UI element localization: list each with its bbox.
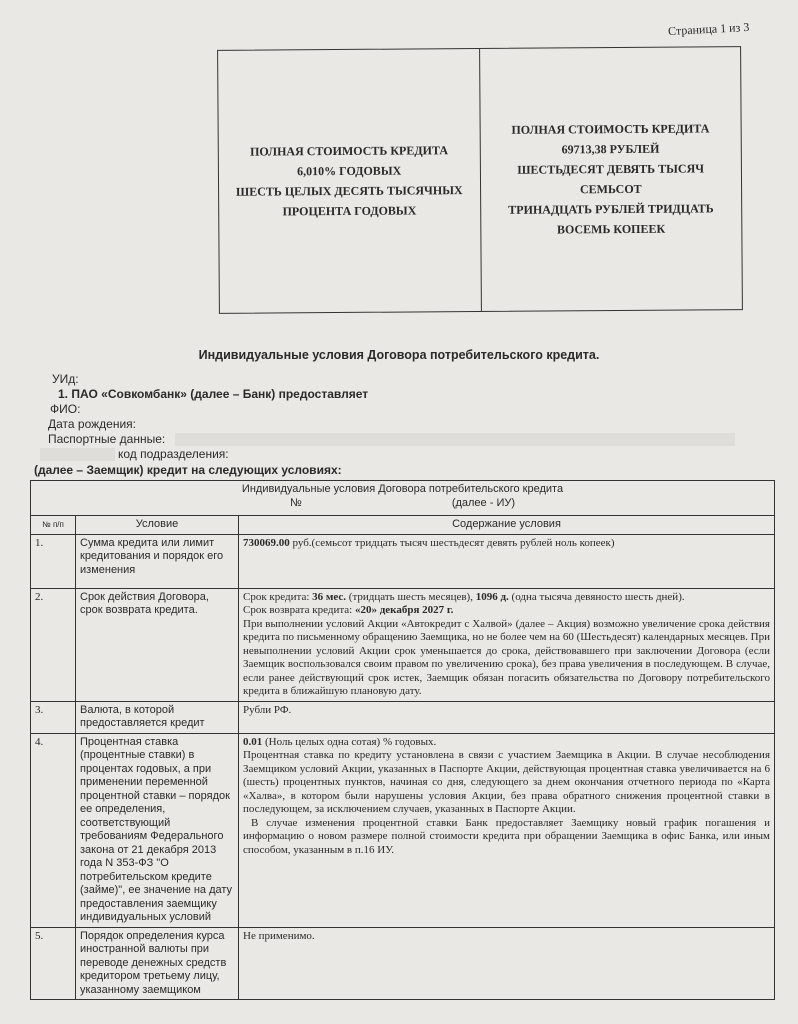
row-number: 3. [31, 701, 76, 733]
row-number: 2. [31, 588, 76, 701]
text: (одна тысяча девяносто шесть дней). [508, 590, 685, 603]
table-caption-row [31, 481, 775, 516]
table-caption: Индивидуальные условия Договора потребительского кредита [241, 483, 564, 495]
loan-amount-text: руб.(семьсот тридцать тысяч шестьдесят девять рублей ноль копеек) [289, 536, 615, 549]
row-number: 5. [31, 927, 76, 1000]
bank-line: 1. ПАО «Совкомбанк» (далее – Банк) предоставляет [58, 387, 369, 401]
contract-number-label: № [290, 496, 302, 509]
text: Срок возврата кредита: [243, 604, 355, 616]
table-row [31, 588, 775, 701]
abbreviation-label: (далее - ИУ) [451, 496, 515, 509]
row-content: Рубли РФ. [239, 701, 775, 733]
col-header-num: № п/п [31, 516, 76, 535]
loan-amount: 730069.00 [243, 536, 290, 549]
row-content: Не применимо. [239, 927, 775, 1000]
term-months: 36 мес. [312, 590, 347, 603]
text-line: 69713,38 РУБЛЕЙ [561, 141, 660, 157]
page-number: Страница 1 из 3 [667, 19, 750, 39]
table-row [31, 927, 775, 1000]
text-line: ТРИНАДЦАТЬ РУБЛЕЙ ТРИДЦАТЬ [508, 201, 714, 217]
row-content [239, 534, 775, 588]
row-content [239, 733, 775, 927]
credit-cost-percent [218, 49, 481, 313]
return-date: «20» декабря 2027 г. [354, 604, 454, 616]
col-header-condition: Условие [76, 516, 239, 535]
text-line: ПОЛНАЯ СТОИМОСТЬ КРЕДИТА [250, 143, 449, 159]
redacted-area [175, 433, 735, 446]
row-number: 4. [31, 733, 76, 927]
text-line: ШЕСТЬДЕСЯТ ДЕВЯТЬ ТЫСЯЧ СЕМЬСОТ [517, 161, 705, 197]
text-line: 6,010% ГОДОВЫХ [297, 163, 402, 179]
text: (Ноль целых одна сотая) % годовых. [262, 735, 437, 748]
interest-rate: 0.01 [243, 735, 263, 748]
rate-paragraph: Процентная ставка по кредиту установлена в связи с участием Заемщика в Акции. В случае несоблюдения Заемщиком условий Акции, указанных в Паспорте Акции, действующая процентная ставка увеличивается на 6 (шесть) процентных пунктов, начиная со дня, следующего за днем окончания отчетного периода по «Карта «Халва», в котором были нарушены условия Акции, без права обратного снижения процентной ставки в последующем, за исключением случаев, указанных в Паспорте Акции. [243, 749, 770, 815]
conditions-table [30, 480, 775, 1000]
promo-terms: При выполнении условий Акции «Автокредит с Халвой» (далее – Акция) возможно увеличение срока действия кредита по письменному обращению Заемщика, но не более чем на 60 (Шестьдесят) календарных месяцев. При невыполнении условий Акции срок уменьшается до срока, действовавшего при заключении Договора (если Заемщик воспользовался своим правом по увеличению срока), без права увеличения в последующем. В случае, если ранее действующий срок истек, Заемщик обязан погасить обязательства по Договору потребительского кредита в ближайшую плановую дату. [243, 617, 770, 697]
text-line: ШЕСТЬ ЦЕЛЫХ ДЕСЯТЬ ТЫСЯЧНЫХ [235, 183, 463, 199]
division-code-label: код подразделения: [118, 447, 229, 461]
text: Срок кредита: [243, 590, 313, 603]
text: (тридцать шесть месяцев), [346, 590, 476, 603]
row-condition: Сумма кредита или лимит кредитования и порядок его изменения [76, 534, 239, 588]
row-condition: Порядок определения курса иностранной валюты при переводе денежных средств кредитором третьему лицу, указанному заемщиком [76, 927, 239, 1000]
credit-cost-box [217, 46, 743, 314]
row-condition: Валюта, в которой предоставляется кредит [76, 701, 239, 733]
redacted-area [40, 448, 115, 461]
birth-date-label: Дата рождения: [48, 417, 136, 431]
uid-label: УИд: [52, 372, 79, 386]
text-line: ПРОЦЕНТА ГОДОВЫХ [282, 203, 417, 219]
row-condition: Процентная ставка (процентные ставки) в процентах годовых, а при применении переменной процентной ставки – порядок ее определения, соответствующий требованиям Федерального закона от 21 декабря 2013 года N 353-ФЗ "О потребительском кредите (займе)", ее значение на дату предоставления заемщику индивидуальных условий [76, 733, 239, 927]
table-header-row [31, 516, 775, 535]
borrower-line: (далее – Заемщик) кредит на следующих условиях: [34, 463, 342, 477]
text-line: ВОСЕМЬ КОПЕЕК [556, 221, 666, 237]
row-number: 1. [31, 534, 76, 588]
col-header-content: Содержание условия [239, 516, 775, 535]
table-row [31, 701, 775, 733]
term-days: 1096 д. [475, 590, 509, 603]
table-row [31, 733, 775, 927]
row-condition: Срок действия Договора, срок возврата кредита. [76, 588, 239, 701]
credit-cost-amount [480, 47, 742, 311]
text-line: ПОЛНАЯ СТОИМОСТЬ КРЕДИТА [511, 121, 710, 137]
table-row [31, 534, 775, 588]
document-title: Индивидуальные условия Договора потребительского кредита. [198, 348, 600, 362]
rate-paragraph: В случае изменения процентной ставки Банк предоставляет Заемщику новый график погашения и информацию о новом размере полной стоимости кредита при обращении Заемщика в офис Банка, или иным способом, указанным в п.16 ИУ. [243, 816, 770, 856]
passport-label: Паспортные данные: [48, 432, 166, 446]
fio-label: ФИО: [50, 402, 81, 416]
row-content [239, 588, 775, 701]
